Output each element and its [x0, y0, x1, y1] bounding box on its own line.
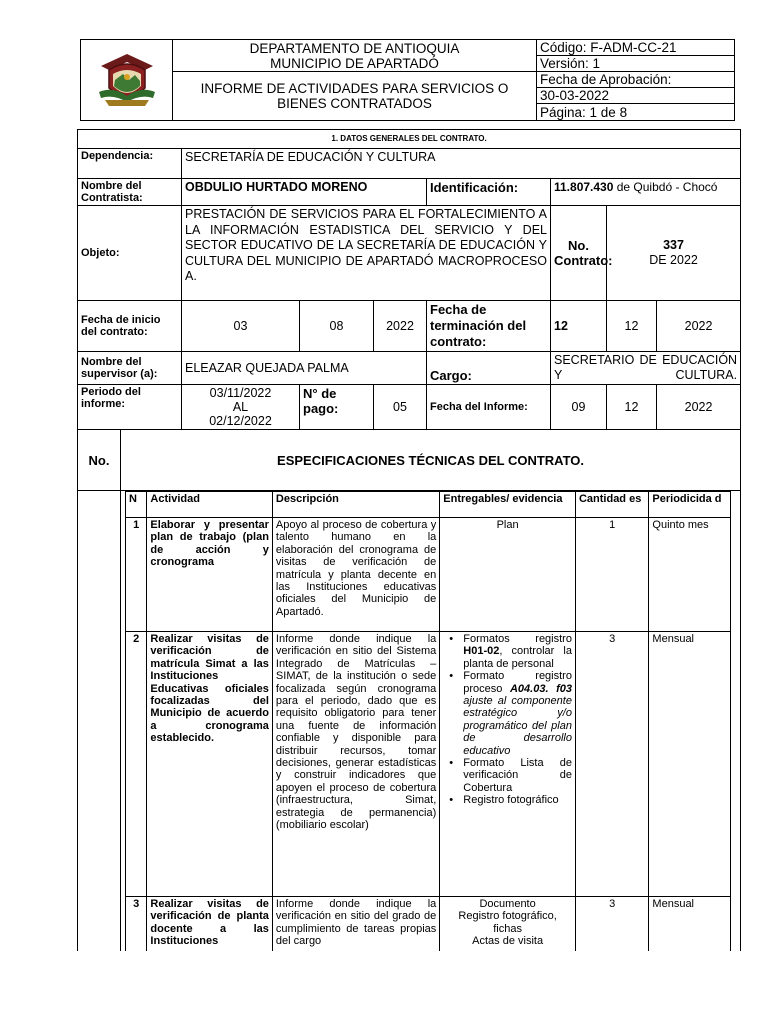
activity-quantity: 3 [575, 897, 648, 951]
informe-day: 09 [551, 385, 607, 430]
fecha-informe-label: Fecha del Informe: [427, 385, 551, 430]
activity-deliverables [440, 897, 576, 951]
inicio-year: 2022 [374, 301, 427, 352]
table-row [126, 632, 731, 897]
department-title [173, 40, 537, 72]
no-contrato-label: No. Contrato: [551, 206, 607, 301]
row-number: 3 [126, 897, 147, 951]
terminacion-label: Fecha de terminación del contrato: [427, 301, 551, 352]
logo-cell [81, 40, 173, 121]
dependencia-label: Dependencia: [78, 149, 182, 179]
approval-date-label: Fecha de Aprobación: [537, 72, 735, 88]
row-number: 2 [126, 632, 147, 897]
informe-month: 12 [607, 385, 657, 430]
periodo-al: AL [232, 400, 249, 414]
term-year: 2022 [657, 301, 741, 352]
identificacion-label: Identificación: [427, 179, 551, 206]
activity-name: Realizar visitas de verificación de matrícula Simat a las Instituciones Educativas oficiales focalizadas del Municipio de acuerdo a cronograma establecido. [147, 632, 273, 897]
objeto-value: PRESTACIÓN DE SERVICIOS PARA EL FORTALECIMIENTO A LA INFORMACIÓN ESTADISTICA DEL SERVICIO Y DEL SECTOR EDUCATIVO DE LA SECRETARÍA DE EDUCACIÓN Y CULTURA DEL MUNICIPIO DE APARTADÓ MACROPROCESO A. [182, 206, 551, 301]
document-header [80, 39, 735, 121]
activity-periodicity: Mensual [649, 897, 731, 951]
objeto-label: Objeto: [78, 206, 182, 301]
document-version: Versión: 1 [537, 56, 735, 72]
deliverable-line: Registro fotográfico, [458, 910, 557, 923]
col-header-descripcion: Descripción [272, 492, 439, 518]
list-item [443, 757, 572, 794]
deliverable-text: Registro fotográfico [463, 794, 559, 807]
deliverable-code: A04.03. f03 [509, 682, 572, 695]
dependencia-value: SECRETARÍA DE EDUCACIÓN Y CULTURA [182, 149, 741, 179]
list-item [443, 670, 572, 757]
document-code: Código: F-ADM-CC-21 [537, 40, 735, 56]
col-header-actividad: Actividad [147, 492, 273, 518]
approval-date-value: 30-03-2022 [537, 88, 735, 104]
no-contrato-year: DE 2022 [649, 253, 698, 267]
page-number: Página: 1 de 8 [537, 104, 735, 121]
pago-label: N° de pago: [300, 385, 374, 430]
supervisor-value: ELEAZAR QUEJADA PALMA [182, 352, 427, 385]
activity-description: Informe donde indique la verificación en sitio del grado de cumplimiento de tareas propias del cargo [272, 897, 439, 951]
inicio-month: 08 [300, 301, 374, 352]
pago-value: 05 [374, 385, 427, 430]
supervisor-label: Nombre del supervisor (a): [78, 352, 182, 385]
no-contrato-number: 337 [663, 238, 684, 252]
activity-quantity: 1 [575, 518, 648, 632]
periodo-label: Periodo del informe: [78, 385, 182, 430]
activity-deliverable: Plan [440, 518, 576, 632]
list-item [443, 794, 572, 806]
col-header-n: N [126, 492, 147, 518]
col-header-entregables: Entregables/ evidencia [440, 492, 576, 518]
informe-year: 2022 [657, 385, 741, 430]
periodo-from: 03/11/2022 [209, 386, 272, 400]
municipal-shield-icon [95, 50, 159, 110]
deliverable-text: Formato registro proceso [463, 670, 572, 695]
specs-no-label: No. [78, 430, 121, 491]
periodo-to: 02/12/2022 [209, 414, 272, 428]
activity-name: Elaborar y presentar plan de trabajo (plan de acción y cronograma [147, 518, 273, 632]
term-month: 12 [607, 301, 657, 352]
inicio-day: 03 [182, 301, 300, 352]
activity-periodicity: Mensual [649, 632, 731, 897]
contratista-value: OBDULIO HURTADO MORENO [182, 179, 427, 206]
list-item [443, 633, 572, 670]
deliverable-line: fichas [493, 922, 522, 935]
department-line: DEPARTAMENTO DE ANTIOQUIA [249, 40, 460, 56]
activity-quantity: 3 [575, 632, 648, 897]
section-title: 1. DATOS GENERALES DEL CONTRATO. [78, 130, 741, 149]
deliverable-line: Actas de visita [472, 935, 544, 948]
report-title [173, 72, 537, 121]
municipality-line: MUNICIPIO DE APARTADÓ [270, 55, 439, 71]
cargo-label: Cargo: [427, 352, 551, 385]
term-day: 12 [551, 301, 607, 352]
activity-periodicity: Quinto mes [649, 518, 731, 632]
activity-deliverables [440, 632, 576, 897]
report-title-line2: BIENES CONTRATADOS [277, 96, 432, 111]
table-row [126, 518, 731, 632]
identificacion-number: 11.807.430 [554, 180, 614, 194]
activity-description: Apoyo al proceso de cobertura y talento humano en la elaboración del cronograma de visitas de verificación de matrícula y planta decente en las Instituciones educativas oficiales del Municipio de Apartadó. [272, 518, 439, 632]
col-header-cantidades: Cantidad es [575, 492, 648, 518]
deliverables-list [443, 633, 572, 807]
deliverable-line: Documento [479, 898, 536, 910]
contract-report-table [77, 129, 741, 951]
deliverable-code: H01-02 [463, 645, 500, 658]
cargo-value: SECRETARIO DE EDUCACIÓN Y CULTURA. [551, 352, 741, 385]
specs-title: ESPECIFICACIONES TÉCNICAS DEL CONTRATO. [121, 430, 741, 491]
identificacion-place: de Quibdó - Chocó [613, 180, 718, 194]
inicio-label: Fecha de inicio del contrato: [78, 301, 182, 352]
activities-table [125, 491, 731, 951]
contratista-label: Nombre del Contratista: [78, 179, 182, 206]
deliverable-text: Formatos registro [463, 633, 572, 645]
row-number: 1 [126, 518, 147, 632]
deliverable-text: ajuste al componente estratégico y/o programático del plan de desarrollo educativo [463, 695, 572, 757]
identificacion-value [551, 179, 741, 206]
no-contrato-value [607, 206, 741, 301]
activities-container [121, 491, 741, 951]
col-header-periodicidad: Periodicida d [649, 492, 731, 518]
table-row [126, 897, 731, 951]
deliverable-text: Formato Lista de verificación de Cobertura [463, 757, 572, 794]
periodo-range [182, 385, 300, 430]
report-title-line1: INFORME DE ACTIVIDADES PARA SERVICIOS O [200, 81, 509, 96]
deliverable-text: , controlar la planta de personal [463, 645, 572, 670]
activity-name: Realizar visitas de verificación de planta docente a las Instituciones [147, 897, 273, 951]
activity-description: Informe donde indique la verificación en sitio del Sistema Integrado de Matrículas – SIMAT, de la institución o sede focalizada según cronograma para el periodo, dado que es requisito obligatorio para tener una fuente de información confiable y disponible para distribuir recursos, tomar decisiones, generar estadísticas y construir indicadores que apoyen el proceso de cobertura (infraestructura, Simat, estrategia de permanencia) (mobiliario escolar) [272, 632, 439, 897]
specs-spacer-cell [78, 491, 121, 951]
